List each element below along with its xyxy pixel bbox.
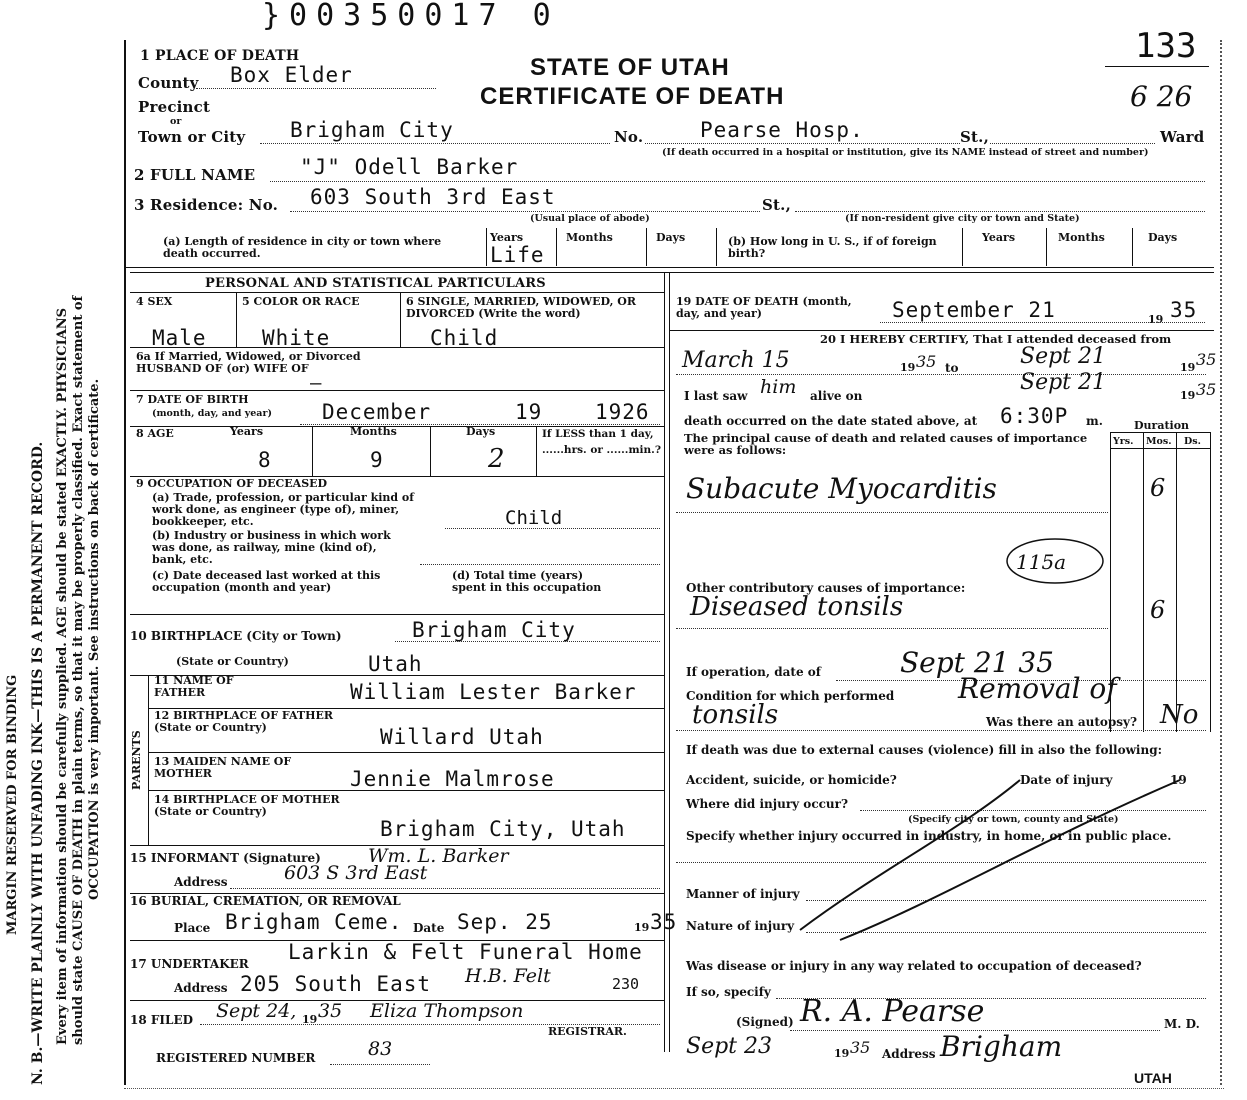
- specify-city-note: (Specify city or town, county and State): [908, 814, 1119, 825]
- strike-lines: [780, 750, 1200, 950]
- burial-place: Brigham Ceme.: [225, 910, 403, 934]
- undertaker-number: 230: [612, 975, 640, 993]
- father-value: William Lester Barker: [350, 680, 637, 704]
- reg-number: 83: [368, 1038, 393, 1060]
- age-years-label: Years: [230, 425, 264, 438]
- other-contrib-label: Other contributory causes of importance:: [686, 581, 966, 595]
- if-so-label: If so, specify: [686, 985, 771, 999]
- undertaker-signature: H.B. Felt: [465, 965, 551, 987]
- birthplace-label: 10 BIRTHPLACE (City or Town): [130, 629, 342, 643]
- undertaker-address-label: Address: [174, 981, 228, 995]
- operation-date: Sept 21 35: [900, 646, 1054, 679]
- town-value: Brigham City: [290, 118, 454, 142]
- contrib-cause: Diseased tonsils: [690, 592, 904, 622]
- county-value: Box Elder: [230, 63, 353, 87]
- margin-instructions-2: should state CAUSE OF DEATH in plain terms, so that it may be properly classified. Exact statement of: [71, 295, 86, 1045]
- dob-month: December: [322, 400, 432, 424]
- where-injury-label: Where did injury occur?: [686, 797, 849, 811]
- how-long-label: (b) How long in U. S., if of foreign birth?: [728, 235, 937, 260]
- margin-instructions-1: Every item of information should be carefully supplied. AGE should be stated EXACTLY. PHYSICIANS: [55, 307, 70, 1045]
- burial-date-label: Date: [413, 921, 445, 935]
- occupation-value: Child: [505, 507, 563, 529]
- color-value: White: [262, 326, 331, 350]
- nature-label: Nature of injury: [686, 919, 795, 933]
- registrar-signature: Eliza Thompson: [370, 1000, 524, 1022]
- hosp-value: Pearse Hosp.: [700, 118, 864, 142]
- occ-b-label: (b) Industry or business in which work was done, as railway, mine (kind of), bank, etc.: [152, 529, 391, 566]
- res-years-value: Life: [490, 243, 545, 267]
- age-label: 8 AGE: [136, 427, 174, 440]
- filed-date: Sept 24,: [216, 1000, 297, 1022]
- contrib-duration: 6: [1150, 596, 1166, 624]
- certify-label: 20 I HEREBY CERTIFY, That I attended deceased from: [820, 332, 1172, 346]
- parents-label: PARENTS: [130, 730, 143, 790]
- condition-label: Condition for which performed: [686, 689, 895, 703]
- undertaker-label: 17 UNDERTAKER: [130, 957, 249, 971]
- physician-address: Brigham: [940, 1030, 1063, 1063]
- age-years-value: 8: [258, 448, 272, 472]
- full-name-value: "J" Odell Barker: [300, 155, 519, 179]
- condition-value-2: tonsils: [692, 700, 779, 730]
- birthplace-city: Brigham City: [412, 618, 576, 642]
- filed-year: 35: [318, 1000, 343, 1022]
- autopsy-label: Was there an autopsy?: [986, 715, 1138, 729]
- us-months-label: Months: [1058, 231, 1105, 244]
- single-label: 6 SINGLE, MARRIED, WIDOWED, OR DIVORCED (Write the word): [406, 295, 637, 320]
- attended-from: March 15: [682, 348, 790, 373]
- ward-label: Ward: [1160, 128, 1205, 146]
- filed-19: 19: [302, 1013, 318, 1026]
- dob-sublabel: (month, day, and year): [152, 408, 272, 419]
- death-time: 6:30P: [1000, 404, 1069, 428]
- if-less-label: If LESS than 1 day, ......hrs. or ......min.?: [542, 428, 661, 456]
- length-residence-label: (a) Length of residence in city or town where death occurred.: [163, 235, 442, 260]
- operation-label: If operation, date of: [686, 665, 821, 679]
- certificate-title: CERTIFICATE OF DEATH: [480, 83, 785, 110]
- bp-father-label: 12 BIRTHPLACE OF FATHER (State or Country): [154, 709, 334, 734]
- cause-of-death: Subacute Myocarditis: [686, 472, 997, 505]
- registrar-label: REGISTRAR.: [548, 1025, 627, 1038]
- burial-19: 19: [634, 921, 650, 934]
- serial-number: }00350017 0: [262, 0, 560, 33]
- injury-19: 19: [1170, 773, 1187, 787]
- last-saw-year: 35: [1196, 380, 1217, 399]
- no-label: No.: [614, 128, 644, 146]
- bp-mother-label: 14 BIRTHPLACE OF MOTHER (State or Country): [154, 793, 340, 818]
- birthplace-state: Utah: [368, 652, 423, 676]
- cause-duration: 6: [1150, 474, 1166, 502]
- burial-label: 16 BURIAL, CREMATION, OR REMOVAL: [130, 894, 401, 908]
- res-days-label: Days: [656, 231, 686, 244]
- res-months-label: Months: [566, 231, 613, 244]
- sex-label: 4 SEX: [136, 295, 173, 308]
- dob-day: 19: [515, 400, 543, 424]
- margin-binding: MARGIN RESERVED FOR BINDING: [5, 674, 20, 935]
- age-months-value: 9: [370, 448, 384, 472]
- burial-place-label: Place: [174, 921, 211, 935]
- margin-instructions-3: OCCUPATION is very important. See instructions on back of certificate.: [87, 378, 102, 900]
- principal-label: The principal cause of death and related causes of importance were as follows:: [684, 431, 1088, 457]
- county-label: County: [138, 74, 199, 92]
- accident-label: Accident, suicide, or homicide?: [686, 773, 897, 787]
- age-days-label: Days: [466, 425, 496, 438]
- dob-year: 1926: [595, 400, 650, 424]
- attended-from-year: 35: [916, 352, 937, 371]
- yrs-label: Yrs.: [1113, 436, 1134, 447]
- mos-label: Mos.: [1146, 436, 1172, 447]
- informant-address: 603 S 3rd East: [284, 862, 428, 884]
- reg-number-label: REGISTERED NUMBER: [156, 1051, 316, 1065]
- st-label: St.,: [960, 128, 990, 146]
- file-number: 133: [1135, 26, 1197, 66]
- file-number-handwritten: 6 26: [1130, 80, 1193, 113]
- personal-header: PERSONAL AND STATISTICAL PARTICULARS: [205, 276, 546, 291]
- signed-label: (Signed): [736, 1015, 794, 1029]
- nonresident-note: (If non-resident give city or town and State): [845, 213, 1080, 224]
- condition-value: Removal of: [958, 672, 1117, 705]
- mother-value: Jennie Malmrose: [350, 767, 555, 791]
- ds-label: Ds.: [1184, 436, 1201, 447]
- attended-from-19: 19: [900, 361, 916, 374]
- physician-date: Sept 23: [686, 1034, 773, 1059]
- dob-label: 7 DATE OF BIRTH: [136, 393, 249, 406]
- birthplace-state-label: (State or Country): [176, 655, 289, 668]
- sex-value: Male: [152, 326, 207, 350]
- informant-address-label: Address: [174, 875, 228, 889]
- residence-label: 3 Residence: No.: [134, 196, 279, 214]
- death-19: 19: [1148, 313, 1164, 326]
- specify-industry-label: Specify whether injury occurred in industry, in home, or in public place.: [686, 829, 1172, 843]
- occ-c-label: (c) Date deceased last worked at this occupation (month and year): [152, 569, 381, 594]
- bp-father-value: Willard Utah: [380, 725, 544, 749]
- undertaker-address: 205 South East: [240, 972, 432, 996]
- physician-year: 35: [850, 1038, 871, 1057]
- last-saw-label: I last saw: [684, 389, 748, 403]
- age-months-label: Months: [350, 425, 397, 438]
- single-value: Child: [430, 326, 499, 350]
- phys-address-label: Address: [882, 1047, 936, 1061]
- mother-label: 13 MAIDEN NAME OF MOTHER: [154, 755, 292, 780]
- occupation-label: 9 OCCUPATION OF DECEASED: [136, 477, 328, 490]
- bp-mother-value: Brigham City, Utah: [380, 817, 626, 841]
- external-label: If death was due to external causes (violence) fill in also the following:: [686, 743, 1163, 757]
- date-of-death-label: 19 DATE OF DEATH (month, day, and year): [676, 295, 852, 320]
- informant-label: 15 INFORMANT (Signature): [130, 851, 321, 865]
- hosp-note: (If death occurred in a hospital or institution, give its NAME instead of street and number): [662, 147, 1149, 158]
- physician-signature: R. A. Pearse: [800, 994, 985, 1029]
- phys-19: 19: [834, 1047, 850, 1060]
- utah-footer: UTAH: [1134, 1070, 1172, 1086]
- attended-to-19: 19: [1180, 361, 1196, 374]
- death-date: September 21: [892, 298, 1056, 322]
- date-injury-label: Date of injury: [1020, 773, 1113, 787]
- last-saw-who: him: [760, 376, 797, 398]
- residence-st-label: St.,: [762, 196, 792, 214]
- to-label: to: [945, 361, 959, 375]
- age-days-value: 2: [488, 444, 505, 474]
- margin-warning: N. B.—WRITE PLAINLY WITH UNFADING INK—THIS IS A PERMANENT RECORD.: [30, 441, 46, 1085]
- attended-to: Sept 21: [1020, 344, 1107, 369]
- md-label: M. D.: [1164, 1017, 1200, 1031]
- filed-label: 18 FILED: [130, 1013, 193, 1027]
- full-name-label: 2 FULL NAME: [134, 166, 256, 184]
- burial-date: Sep. 25: [457, 910, 553, 934]
- cause-code: 115a: [1016, 550, 1067, 574]
- manner-label: Manner of injury: [686, 887, 800, 901]
- m-label: m.: [1086, 414, 1103, 428]
- occ-d-label: (d) Total time (years) spent in this occupation: [452, 569, 602, 594]
- informant-signature: Wm. L. Barker: [368, 845, 509, 867]
- state-title: STATE OF UTAH: [530, 54, 730, 81]
- disease-related-label: Was disease or injury in any way related to occupation of deceased?: [686, 959, 1142, 973]
- death-year: 35: [1170, 298, 1198, 322]
- burial-year: 35: [650, 910, 678, 934]
- undertaker-value: Larkin & Felt Funeral Home: [288, 940, 643, 964]
- usual-abode-note: (Usual place of abode): [530, 213, 650, 224]
- alive-on-label: alive on: [810, 389, 863, 403]
- married-if-label: 6a If Married, Widowed, or Divorced HUSBAND OF (or) WIFE OF: [136, 350, 361, 375]
- autopsy-value: No: [1160, 700, 1199, 730]
- duration-label: Duration: [1134, 419, 1190, 432]
- color-label: 5 COLOR OR RACE: [242, 295, 360, 308]
- or-label: or: [170, 116, 182, 127]
- us-years-label: Years: [982, 231, 1016, 244]
- father-label: 11 NAME OF FATHER: [154, 674, 234, 699]
- code-circle: [1000, 528, 1110, 588]
- last-saw-date: Sept 21: [1020, 370, 1107, 395]
- res-years-label: Years: [490, 231, 524, 244]
- last-saw-19: 19: [1180, 389, 1196, 402]
- residence-value: 603 South 3rd East: [310, 185, 556, 209]
- precinct-label: Precinct: [138, 98, 211, 116]
- town-label: Town or City: [138, 128, 246, 146]
- death-occurred-label: death occurred on the date stated above, at: [684, 414, 978, 428]
- spouse-value: —: [310, 372, 322, 394]
- attended-to-year: 35: [1196, 350, 1217, 369]
- occ-a-label: (a) Trade, profession, or particular kind of work done, as engineer (type of), miner, bookkeeper, etc.: [152, 491, 414, 528]
- place-of-death-label: 1 PLACE OF DEATH: [140, 48, 300, 64]
- us-days-label: Days: [1148, 231, 1178, 244]
